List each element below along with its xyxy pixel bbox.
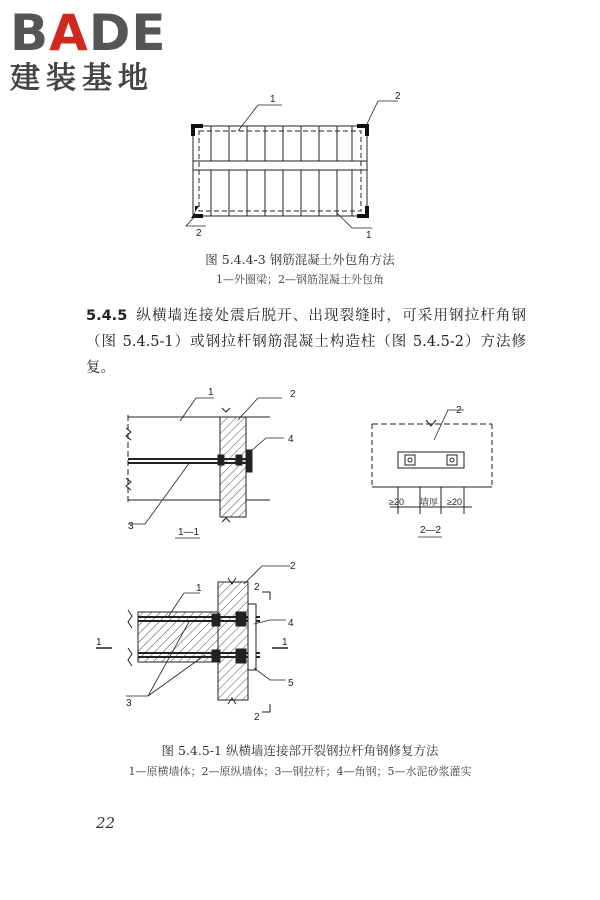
section-text: 纵横墙连接处震后脱开、出现裂缝时，可采用钢拉杆角钢（图 5.4.5-1）或钢拉杆钢筋混凝土构造柱（图 5.4.5-2）方法修复。	[86, 308, 526, 376]
plan-mark-1-left: 1	[96, 637, 102, 648]
section-5-4-5	[86, 303, 526, 381]
s11-callout-2: 2	[290, 389, 296, 400]
s22-title: 2—2	[420, 525, 442, 536]
s11-callout-4: 4	[288, 434, 294, 445]
plan-mark-1-right: 1	[282, 637, 288, 648]
plan-callout-3: 3	[126, 698, 132, 709]
fig1-caption: 图 5.4.4-3 钢筋混凝土外包角方法	[205, 252, 395, 267]
s22-dim-left: ≥20	[389, 497, 404, 507]
fig1-callout-1b: 1	[366, 230, 372, 241]
s22-dim-wall: 墙厚	[420, 497, 439, 507]
section-1-1	[126, 408, 270, 522]
logo-wordmark: BADE	[10, 4, 167, 62]
fig1-legend: 1—外圈梁；2—钢筋混凝土外包角	[216, 273, 384, 286]
section-number: 5.4.5	[86, 308, 128, 324]
figure-5-4-4-3	[0, 0, 600, 250]
logo-subtitle: 建装基地	[10, 61, 154, 96]
plan-callout-1: 1	[196, 583, 202, 594]
page-number: 22	[96, 814, 116, 832]
s11-callout-1: 1	[208, 387, 214, 398]
plan-mark-2-bottom: 2	[254, 712, 260, 723]
fig1-callout-2: 2	[395, 91, 401, 102]
fig2-caption: 图 5.4.5-1 纵横墙连接部开裂钢拉杆角钢修复方法	[161, 743, 439, 758]
plan-callout-2: 2	[290, 561, 296, 572]
s11-title: 1—1	[178, 527, 200, 538]
fig1-callout-2b: 2	[196, 228, 202, 239]
fig2-legend: 1—原横墙体；2—原纵墙体；3—钢拉杆；4—角钢；5—水泥砂浆灌实	[128, 765, 472, 778]
section-2-2	[372, 420, 492, 514]
s22-dim-right: ≥20	[447, 497, 462, 507]
plan-view	[96, 578, 288, 712]
plan-mark-2-top: 2	[254, 582, 260, 593]
fig1-callout-1: 1	[270, 94, 276, 105]
plan-callout-5: 5	[288, 678, 294, 689]
s22-callout-2: 2	[456, 405, 462, 416]
plan-callout-4: 4	[288, 618, 294, 629]
s11-callout-3: 3	[128, 521, 134, 532]
